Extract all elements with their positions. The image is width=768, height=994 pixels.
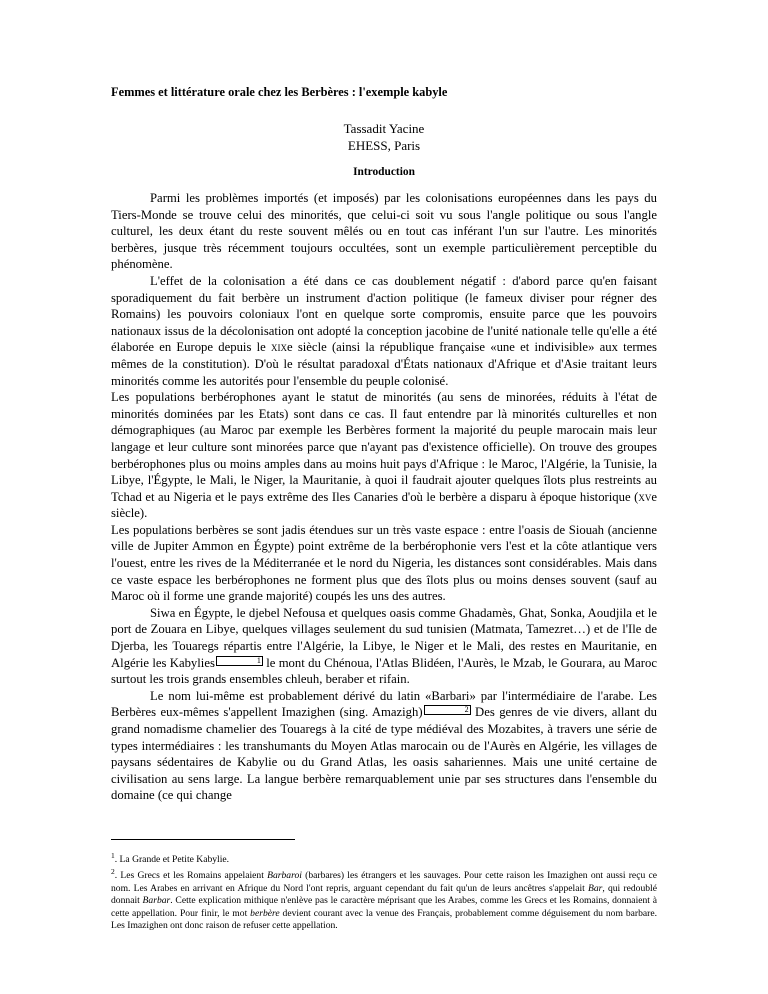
footnote-number: 2 — [111, 867, 115, 877]
author-affiliation: EHESS, Paris — [347, 138, 421, 153]
paragraph: Siwa en Égypte, le djebel Nefousa et quelques oasis comme Ghadamès, Ghat, Sonka, Aoudjila et le port de Zouara en Libye, quelques villages seulement du sud tunisien (Matmata, Tamezret…) et de l'Ile de Djerba, les Touaregs répartis entre l'Algérie, la Libye, le Niger et le Mali, des restes en Mauritanie, en Algérie les Kabylies 1 le mont du Chénoua, l'Atlas Blidéen, l'Aurès, le Mzab, le Gourara, au Maroc surtout les trois grands ensembles chleuh, beraber et rifain. — [111, 605, 657, 687]
footnote-2: $^2$. Les Grecs et les Romains appelaient Barbaroi (barbares) les étrangers et les sauvages. Pour cette raison les Imazighen ont aussi reçu ce nom. Les Arabes en arrivant en Afrique du Nord l'ont repris, arguant cependant du fait qu'un de leurs ancêtres s'appelait Bar, qui redoublé donnait Barbar. Cette explication mithique n'enlève pas le caractère méprisant que les Arabes, comme les Grecs et les Romains, donnaient à cette appellation. Pour finir, le mot berbère devient courant avec la venue des Français, probablement comme déguisement du nom barbare. Les Imazighen ont donc raison de refuser cette appellation. — [111, 867, 657, 932]
author-name: Tassadit Yacine — [343, 121, 425, 136]
footnotes — [111, 850, 657, 932]
body-text — [111, 190, 657, 804]
paragraph: Les populations berbérophones ayant le statut de minorités (au sens de minorées, réduits à l'état de minorités dominées par les Etats) sont dans ce cas. Il faut entendre par là minorités culturelles et non démographiques (au Maroc par exemple les Berbères forment la majorité du peuple marocain mais leur langage et leur culture sont minorées parce que n'ayant pas d'existence officielle). On trouve des groupes berbérophones plus ou moins amples dans au moins huit pays d'Afrique : le Maroc, l'Algérie, la Tunisie, la Libye, l'Égypte, le Mali, le Niger, la Mauritanie, à quoi il faudrait ajouter quelques îlots plus restreints au Tchad et au Nigeria et le pays extrême des Iles Canaries d'où le berbère a disparu à époque historique (xve siècle). — [111, 390, 657, 521]
paragraph: L'effet de la colonisation a été dans ce cas doublement négatif : d'abord parce qu'en faisant sporadiquement du fait berbère un instrument d'action politique (le fameux diviser pour régner des Romains) les pouvoirs coloniaux l'ont en quelque sorte compromis, ensuite parce que les pouvoirs nationaux issus de la décolonisation ont adopté la conception jacobine de l'unité nationale telle qu'elle a été élaborée en Europe depuis le xixe siècle (ainsi la république française «une et indivisible» aux termes mêmes de la constitution). D'où le résultat paradoxal d'États nationaux d'Afrique et d'Asie traitant leurs minorités comme les autorités pour l'ensemble du peuple colonisé. — [111, 273, 657, 388]
paragraph: Les populations berbères se sont jadis étendues sur un très vaste espace : entre l'oasis de Siouah (ancienne ville de Jupiter Ammon en Égypte) point extrême de la berbérophonie vers l'est et la côte atlantique vers l'ouest, entre les rives de la Méditerranée et le nord du Nigeria, les distances sont considérables. Mais dans ce vaste espace les berbérophones ne forment plus que des îlots plus ou moins denses souvent (sauf au Maroc où il forme une grande majorité) coupés les uns des autres. — [111, 522, 657, 604]
footnote-ref-2[interactable]: 2 — [424, 705, 471, 715]
century-numeral: xix — [270, 340, 287, 355]
document-page — [111, 84, 657, 804]
footnote-ref-1[interactable]: 1 — [216, 656, 263, 666]
footnote-number: 1 — [111, 851, 115, 860]
section-heading: Introduction — [353, 166, 415, 178]
century-numeral: xv — [638, 489, 652, 504]
paragraph: Parmi les problèmes importés (et imposés) par les colonisations européennes dans les pays du Tiers-Monde se trouve celui des minorités, que celui-ci soit vu sous l'angle politique ou sous l'angle culturel, les deux étant du reste souvent mêlés ou en tout cas inférant l'un sur l'autre. Les minorités berbères, jusque très récemment toujours occultées, sont un exemple particulièrement perceptible du phénomène. — [111, 191, 657, 272]
footnote-1: $^1$. La Grande et Petite Kabylie. — [111, 851, 230, 865]
document-title: Femmes et littérature orale chez les Berbères : l'exemple kabyle — [111, 85, 448, 99]
paragraph: Le nom lui-même est probablement dérivé du latin «Barbari» par l'intermédiaire de l'arabe. Les Berbères eux-mêmes s'appellent Imazighen (sing. Amazigh) 2 Des genres de vie divers, allant du grand nomadisme chamelier des Touaregs à la cité de type médiéval des Mozabites, à travers une série de types intermédiaires : les transhumants du Moyen Atlas marocain ou de l'Aurès en Algérie, les villages de paysans sédentaires de Kabylie ou du Grand Atlas, les oasis sahariennes. Mais une unité certaine de civilisation au sens large. La langue berbère remarquablement unie par ses structures dans l'ensemble du domaine (ce qui change — [111, 688, 657, 803]
footnote-separator — [111, 839, 295, 840]
